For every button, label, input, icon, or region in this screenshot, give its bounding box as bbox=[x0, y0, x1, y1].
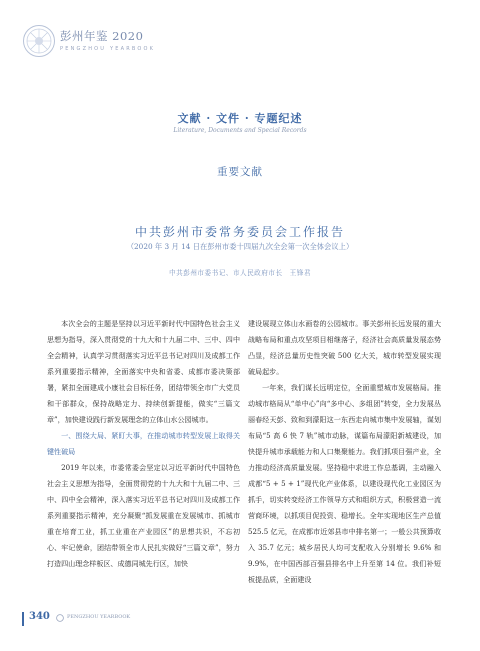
yearbook-mini-seal-icon bbox=[56, 614, 64, 622]
body-paragraph: 一年来，我们谋长远明定位，全面重塑城市发展格局。推动城市格局从“单中心”向“多中心、多组团”转变，全力发展丛丽春经天彭、致和到濛阳这一东西走向城市集中发展轴，谋划布局“5 高 6 快 7 轨”城市动脉，谋篇布局濛阳新城建设，加快提升城市承载能力和人口集聚能力。我们抓项目强产业，全力推动经济高质量发展。坚持稳中求进工作总基调，主动融入成都“5 + 5 + 1”现代化产业体系，以建设现代化工业园区为抓手，切实转变经济工作领导方式和组织方式，积极营造一流营商环境，以抓项目促投资、稳增长。全年实现地区生产总值 525.5 亿元，在成都市近郊县市中排名第一；一般公共预算收入 35.7 亿元；城乡居民人均可支配收入分别增长 9.6% 和 9.9%，在中国西部百强县排名中上升至第 14 位。我们补短板提品质，全面建设 bbox=[248, 383, 441, 584]
yearbook-header bbox=[22, 24, 222, 74]
yearbook-subtitle: PENGZHOU YEARBOOK bbox=[60, 46, 156, 52]
page-number-bar bbox=[22, 612, 24, 626]
body-paragraph: 建设展现立体山水画卷的公园城市。事关彭州长远发展的重大战略布局和重点攻坚项目相继落子，经济社会高质量发展态势凸显，经济总量历史性突破 500 亿大关，城市转型发展实现破局起步。 bbox=[248, 319, 441, 376]
yearbook-title: 彭州年鉴 2020 bbox=[60, 29, 144, 43]
section-title-english: Literature, Documents and Special Records bbox=[173, 127, 307, 134]
document-author: 中共彭州市委书记、市人民政府市长 王锋君 bbox=[169, 269, 311, 277]
subsection-title: 重要文献 bbox=[217, 166, 263, 178]
page-footer bbox=[22, 610, 222, 630]
document-title: 中共彭州市委常务委员会工作报告 bbox=[134, 225, 345, 239]
body-paragraph: 2019 年以来，市委常委会坚定以习近平新时代中国特色社会主义思想为指导，全面贯彻党的十九大和十九届二中、三中、四中全会精神，深入落实习近平总书记对四川及成都工作系列重要指示精神，充分凝聚“抓发展重在发展城市、抓城市重在培育工业，抓工业重在产业园区”的思想共识，不忘初心、牢记使命，团结带领全市人民扎实做好“三篇文章”，努力打造四山理念样板区、成德同城先行区，加快 bbox=[47, 463, 240, 568]
page-number: 340 bbox=[29, 611, 50, 622]
footer-label: PENGZHOU YEARBOOK bbox=[67, 614, 131, 620]
body-column-left bbox=[47, 316, 240, 572]
body-paragraph: 本次全会的主题是坚持以习近平新时代中国特色社会主义思想为指导，深入贯彻党的十九大和十九届二中、三中、四中全会精神，认真学习贯彻落实习近平总书记对四川及成都工作系列重要指示精神，全面落实中央和省委、成都市委决策部署，紧扣全面建成小康社会目标任务，团结带领全市广大党员和干部群众，保持战略定力、持续创新提能，做实“三篇文章”，加快建设践行新发展理念的立体山水公园城市。 bbox=[47, 319, 240, 424]
yearbook-seal-icon bbox=[22, 24, 56, 58]
body-column-right bbox=[248, 316, 441, 588]
section-heading: 一、围绕大局、紧盯大事，在推动城市转型发展上取得关键性破局 bbox=[47, 431, 240, 456]
document-subtitle: （2020 年 3 月 14 日在彭州市委十四届九次全会第一次全体会议上） bbox=[126, 242, 354, 251]
section-title: 文献 · 文件 · 专题纪述 bbox=[177, 112, 303, 125]
